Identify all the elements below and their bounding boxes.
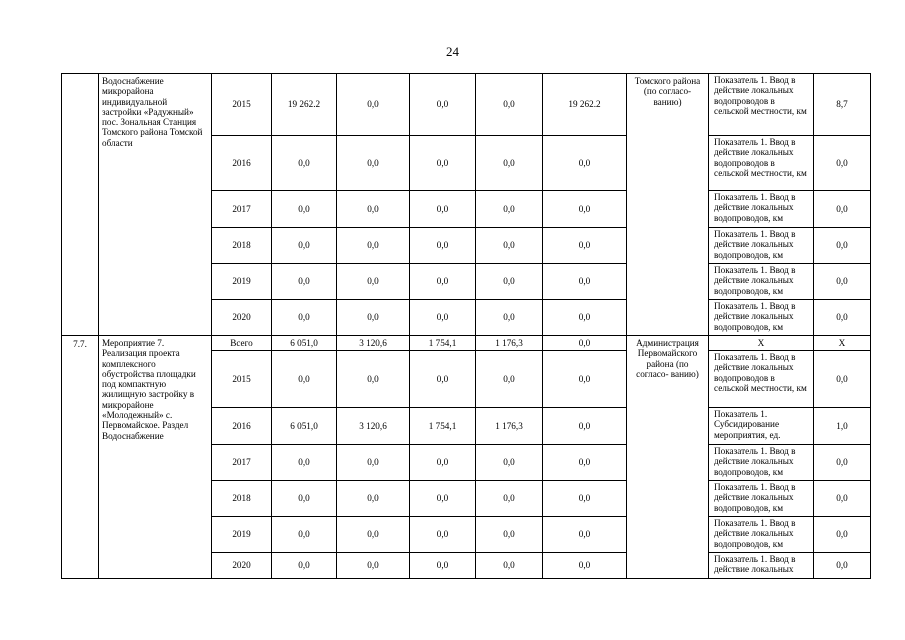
cell-year: 2020 [212, 300, 272, 336]
cell-value: 0,0 [814, 445, 871, 481]
cell-reg: 0,0 [410, 191, 476, 228]
cell-total: 0,0 [272, 300, 337, 336]
cell-reg: 0,0 [410, 445, 476, 481]
cell-value: 0,0 [814, 228, 871, 264]
cell-extra: 0,0 [543, 336, 627, 351]
cell-fed: 0,0 [337, 517, 410, 553]
cell-extra: 0,0 [543, 351, 627, 408]
cell-fed: 0,0 [337, 191, 410, 228]
cell-year: 2017 [212, 191, 272, 228]
section-executor: Администрация Первомайского района (по согласо- ванию) [627, 336, 709, 579]
cell-loc: 0,0 [476, 136, 543, 191]
cell-fed: 0,0 [337, 228, 410, 264]
cell-value: 0,0 [814, 351, 871, 408]
section-number: 7.7. [62, 336, 99, 579]
cell-extra: 0,0 [543, 408, 627, 445]
cell-year: 2019 [212, 517, 272, 553]
cell-fed: 3 120,6 [337, 336, 410, 351]
cell-fed: 0,0 [337, 445, 410, 481]
cell-indicator: Показатель 1. Ввод в действие локальных водопроводов в сельской местности, км [709, 74, 814, 136]
cell-value: 0,0 [814, 553, 871, 579]
section-number [62, 74, 99, 336]
program-table [61, 73, 871, 579]
cell-reg: 1 754,1 [410, 408, 476, 445]
cell-total: 0,0 [272, 136, 337, 191]
cell-loc: 0,0 [476, 553, 543, 579]
cell-year: 2018 [212, 481, 272, 517]
cell-total: 0,0 [272, 517, 337, 553]
cell-year: 2017 [212, 445, 272, 481]
cell-loc: 0,0 [476, 351, 543, 408]
cell-indicator: Показатель 1. Ввод в действие локальных водопроводов, км [709, 191, 814, 228]
cell-total: 6 051,0 [272, 408, 337, 445]
cell-year: 2019 [212, 264, 272, 300]
cell-indicator: Показатель 1. Ввод в действие локальных водопроводов, км [709, 517, 814, 553]
cell-indicator: Показатель 1. Ввод в действие локальных [709, 553, 814, 579]
cell-fed: 0,0 [337, 351, 410, 408]
cell-value: 1,0 [814, 408, 871, 445]
cell-reg: 0,0 [410, 351, 476, 408]
cell-year: 2018 [212, 228, 272, 264]
cell-indicator: Показатель 1. Ввод в действие локальных водопроводов в сельской местности, км [709, 136, 814, 191]
cell-reg: 0,0 [410, 264, 476, 300]
cell-value: Х [814, 336, 871, 351]
cell-reg: 0,0 [410, 300, 476, 336]
cell-total: 0,0 [272, 264, 337, 300]
cell-loc: 0,0 [476, 517, 543, 553]
cell-extra: 0,0 [543, 264, 627, 300]
cell-indicator: Показатель 1. Ввод в действие локальных водопроводов в сельской местности, км [709, 351, 814, 408]
cell-value: 0,0 [814, 191, 871, 228]
cell-value: 0,0 [814, 517, 871, 553]
cell-year: 2015 [212, 74, 272, 136]
cell-extra: 0,0 [543, 445, 627, 481]
cell-total: 0,0 [272, 228, 337, 264]
cell-reg: 0,0 [410, 228, 476, 264]
section-name: Мероприятие 7. Реализация проекта комплексного обустройства площадки под компактную жилищную застройку в микрорайоне «Молодежный» с. Первомайское. Раздел Водоснабжение [99, 336, 212, 579]
cell-extra: 0,0 [543, 191, 627, 228]
cell-total: 0,0 [272, 445, 337, 481]
cell-loc: 0,0 [476, 445, 543, 481]
table-body [62, 74, 871, 579]
page-number: 24 [446, 44, 459, 59]
cell-total: 19 262.2 [272, 74, 337, 136]
section-executor: Томского района (по согласо- ванию) [627, 74, 709, 336]
cell-extra: 0,0 [543, 517, 627, 553]
cell-total: 0,0 [272, 351, 337, 408]
cell-indicator: Показатель 1. Ввод в действие локальных водопроводов, км [709, 264, 814, 300]
cell-reg: 1 754,1 [410, 336, 476, 351]
cell-fed: 0,0 [337, 74, 410, 136]
cell-loc: 1 176,3 [476, 336, 543, 351]
cell-loc: 0,0 [476, 191, 543, 228]
cell-fed: 0,0 [337, 481, 410, 517]
cell-value: 0,0 [814, 300, 871, 336]
cell-reg: 0,0 [410, 74, 476, 136]
cell-fed: 3 120,6 [337, 408, 410, 445]
cell-loc: 0,0 [476, 228, 543, 264]
cell-loc: 1 176,3 [476, 408, 543, 445]
cell-reg: 0,0 [410, 517, 476, 553]
cell-year: Всего [212, 336, 272, 351]
cell-extra: 0,0 [543, 300, 627, 336]
cell-year: 2016 [212, 408, 272, 445]
cell-indicator: Показатель 1. Ввод в действие локальных водопроводов, км [709, 445, 814, 481]
cell-value: 0,0 [814, 264, 871, 300]
cell-extra: 19 262.2 [543, 74, 627, 136]
cell-reg: 0,0 [410, 136, 476, 191]
table-row [62, 336, 871, 351]
cell-extra: 0,0 [543, 481, 627, 517]
cell-fed: 0,0 [337, 264, 410, 300]
cell-extra: 0,0 [543, 136, 627, 191]
cell-value: 0,0 [814, 136, 871, 191]
cell-indicator: Показатель 1. Ввод в действие локальных водопроводов, км [709, 228, 814, 264]
cell-fed: 0,0 [337, 553, 410, 579]
section-name: Водоснабжение микрорайона индивидуальной застройки «Радужный» пос. Зональная Станция Томского района Томской области [99, 74, 212, 336]
cell-extra: 0,0 [543, 228, 627, 264]
cell-loc: 0,0 [476, 264, 543, 300]
cell-fed: 0,0 [337, 136, 410, 191]
cell-indicator: Показатель 1. Субсидирование мероприятия, ед. [709, 408, 814, 445]
cell-extra: 0,0 [543, 553, 627, 579]
cell-loc: 0,0 [476, 74, 543, 136]
cell-year: 2016 [212, 136, 272, 191]
cell-indicator: Показатель 1. Ввод в действие локальных водопроводов, км [709, 481, 814, 517]
cell-total: 6 051,0 [272, 336, 337, 351]
cell-loc: 0,0 [476, 481, 543, 517]
cell-value: 8,7 [814, 74, 871, 136]
cell-value: 0,0 [814, 481, 871, 517]
cell-total: 0,0 [272, 481, 337, 517]
cell-reg: 0,0 [410, 553, 476, 579]
cell-indicator: Показатель 1. Ввод в действие локальных водопроводов, км [709, 300, 814, 336]
cell-loc: 0,0 [476, 300, 543, 336]
cell-total: 0,0 [272, 553, 337, 579]
cell-year: 2015 [212, 351, 272, 408]
cell-total: 0,0 [272, 191, 337, 228]
cell-reg: 0,0 [410, 481, 476, 517]
cell-indicator: Х [709, 336, 814, 351]
cell-year: 2020 [212, 553, 272, 579]
table-row [62, 74, 871, 136]
cell-fed: 0,0 [337, 300, 410, 336]
